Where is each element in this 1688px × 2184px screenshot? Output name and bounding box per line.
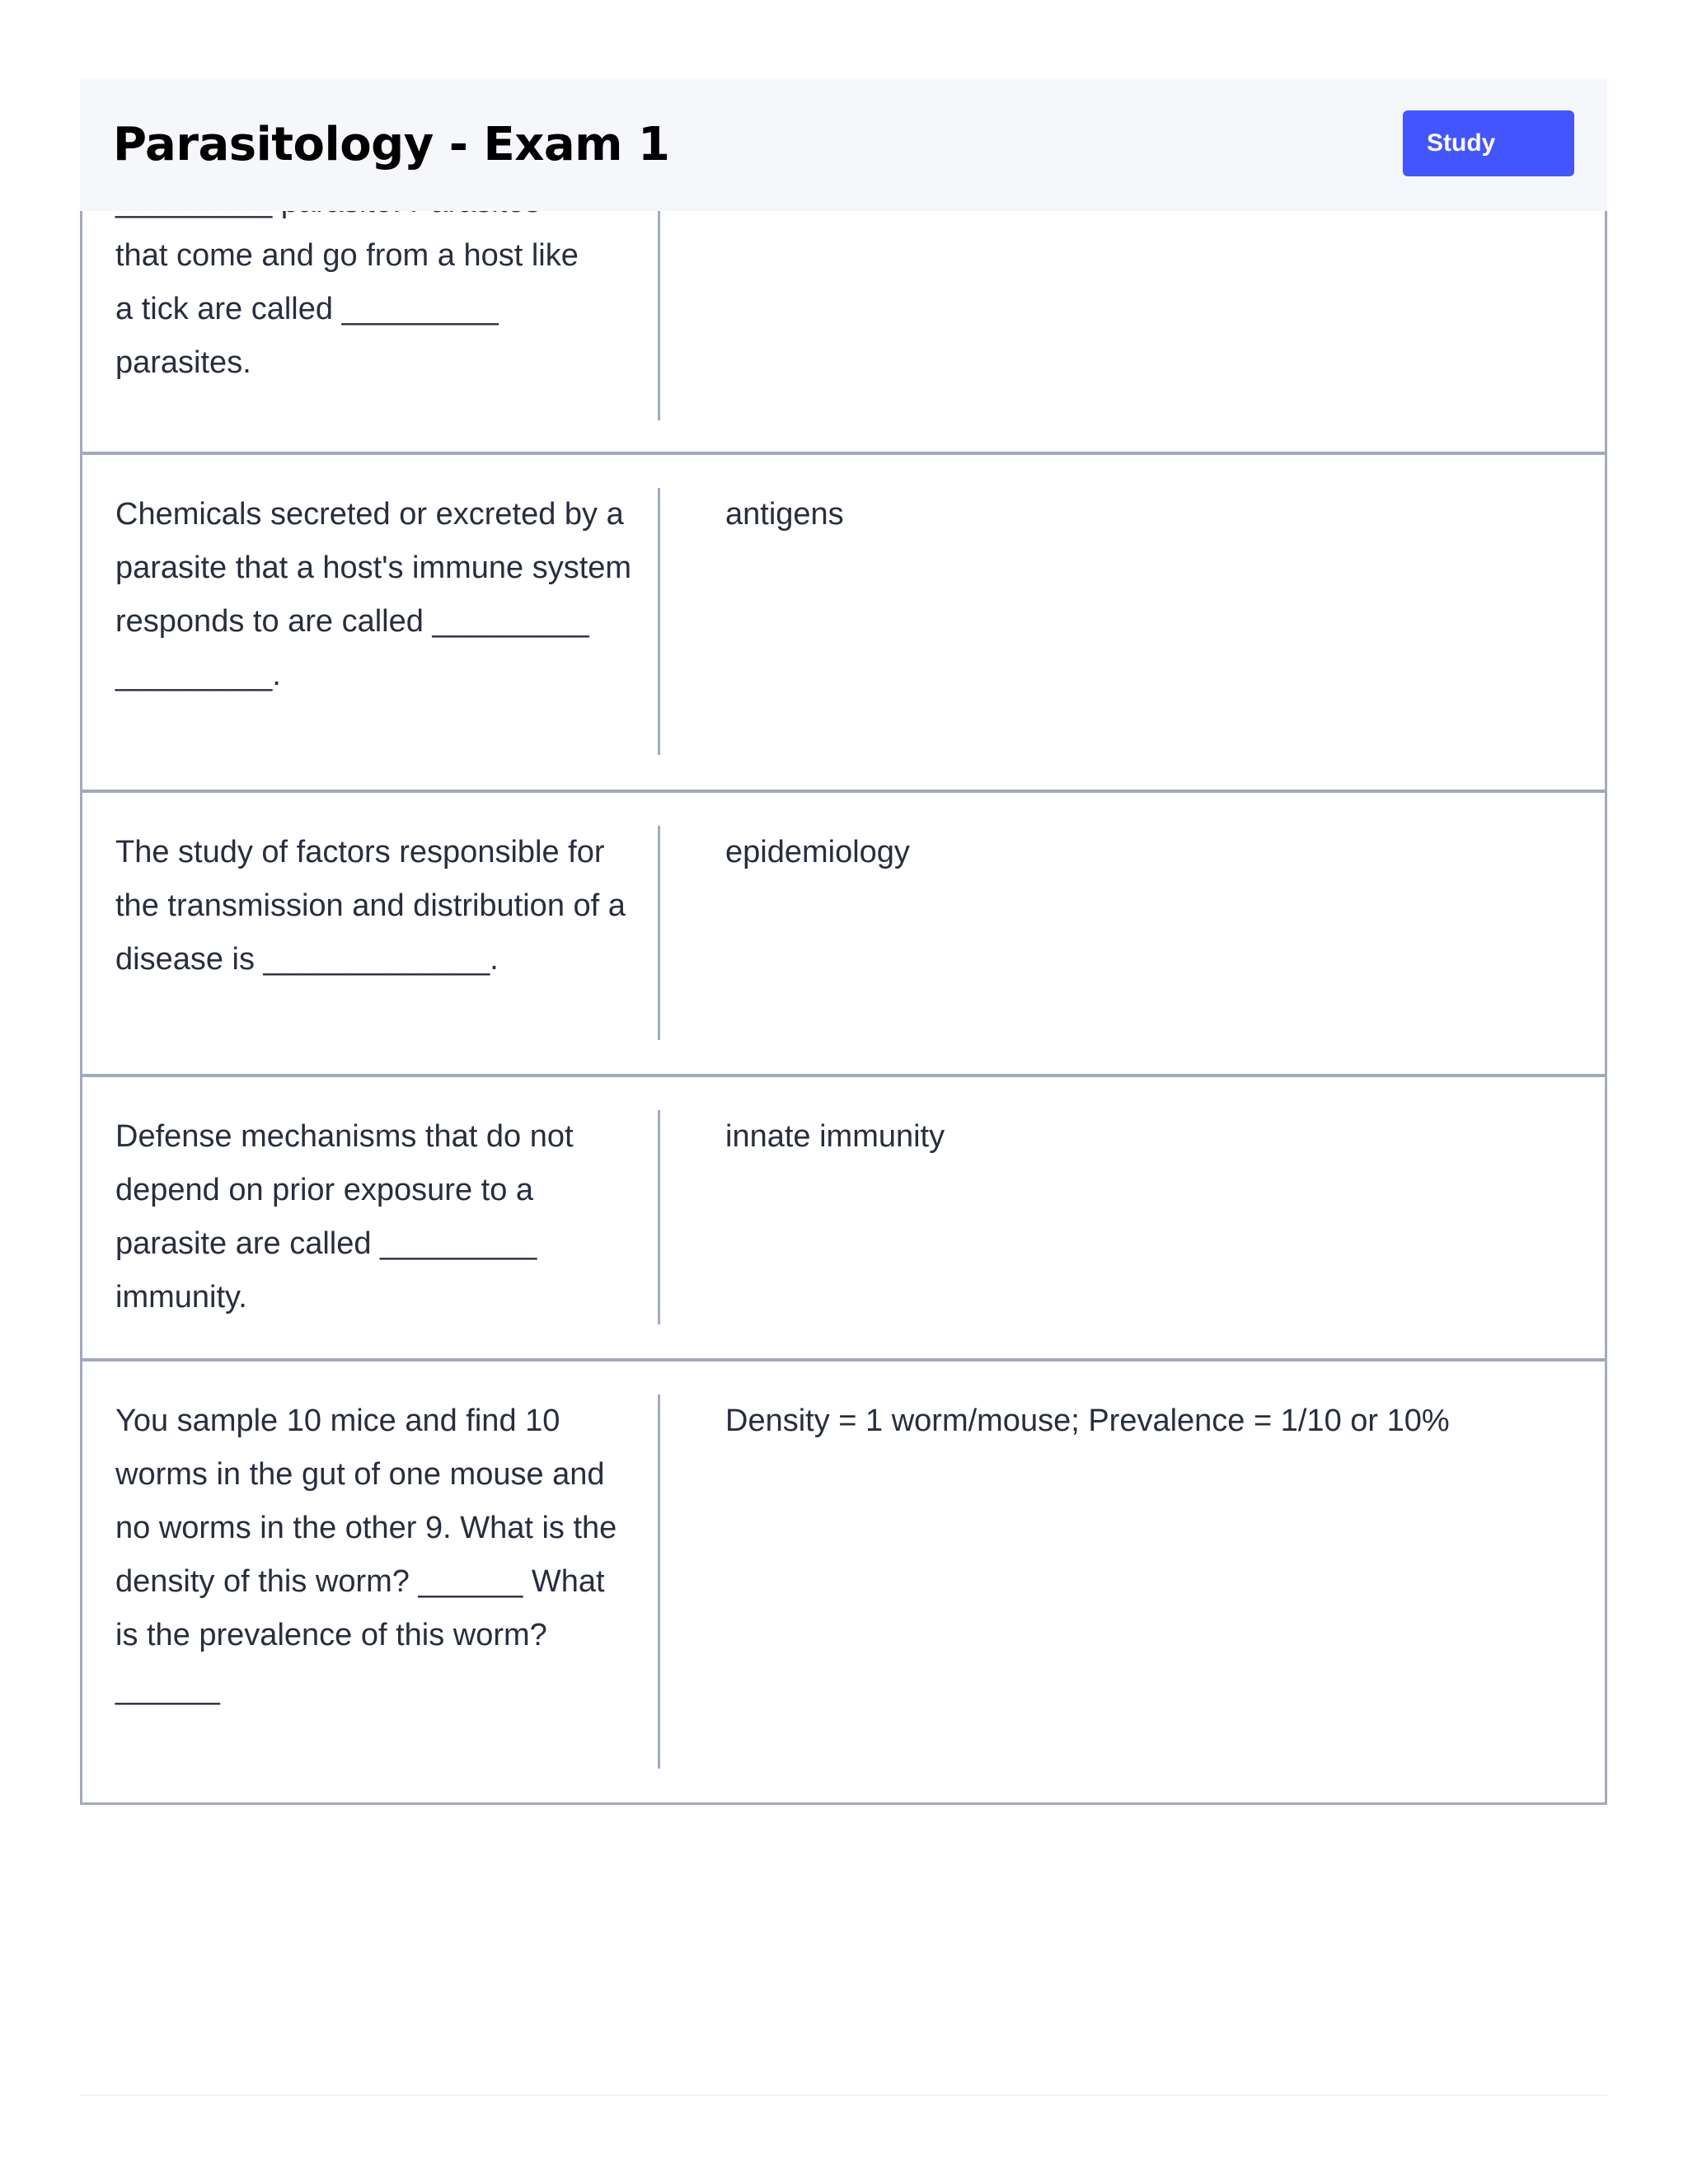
card-term: Chemicals secreted or excreted by a parasite that a host's immune system responds to are called _________ _________. xyxy=(115,497,632,692)
card-definition: Density = 1 worm/mouse; Prevalence = 1/10 or 10% xyxy=(725,1404,1450,1438)
footer-divider xyxy=(80,2094,1607,2096)
card-row xyxy=(80,1077,1607,1361)
card-divider xyxy=(658,211,660,420)
card-term: You sample 10 mice and find 10 worms in the gut of one mouse and no worms in the other 9. What is the density of this worm? ______ What is the prevalence of this worm? ______ xyxy=(115,1404,617,1706)
card-list xyxy=(80,211,1607,1805)
page-title: Parasitology - Exam 1 xyxy=(113,118,670,171)
set-header xyxy=(80,79,1607,211)
card-divider xyxy=(658,1110,660,1324)
card-definition: antigens xyxy=(725,497,844,532)
card-row xyxy=(80,793,1607,1077)
card-divider xyxy=(658,826,660,1040)
card-row xyxy=(80,455,1607,793)
card-row xyxy=(80,1361,1607,1805)
card-definition: epidemiology xyxy=(725,835,910,869)
card-term: Defense mechanisms that do not depend on prior exposure to a parasite are called _________ immunity. xyxy=(115,1119,574,1315)
card-divider xyxy=(658,488,660,755)
card-term: that come and go from a host like a tick are called _________ parasites. xyxy=(115,238,579,380)
card-term: The study of factors responsible for the transmission and distribution of a disease is _____________. xyxy=(115,835,626,977)
card-definition: innate immunity xyxy=(725,1119,945,1154)
study-button[interactable]: Study xyxy=(1403,110,1574,176)
card-divider xyxy=(658,1394,660,1769)
